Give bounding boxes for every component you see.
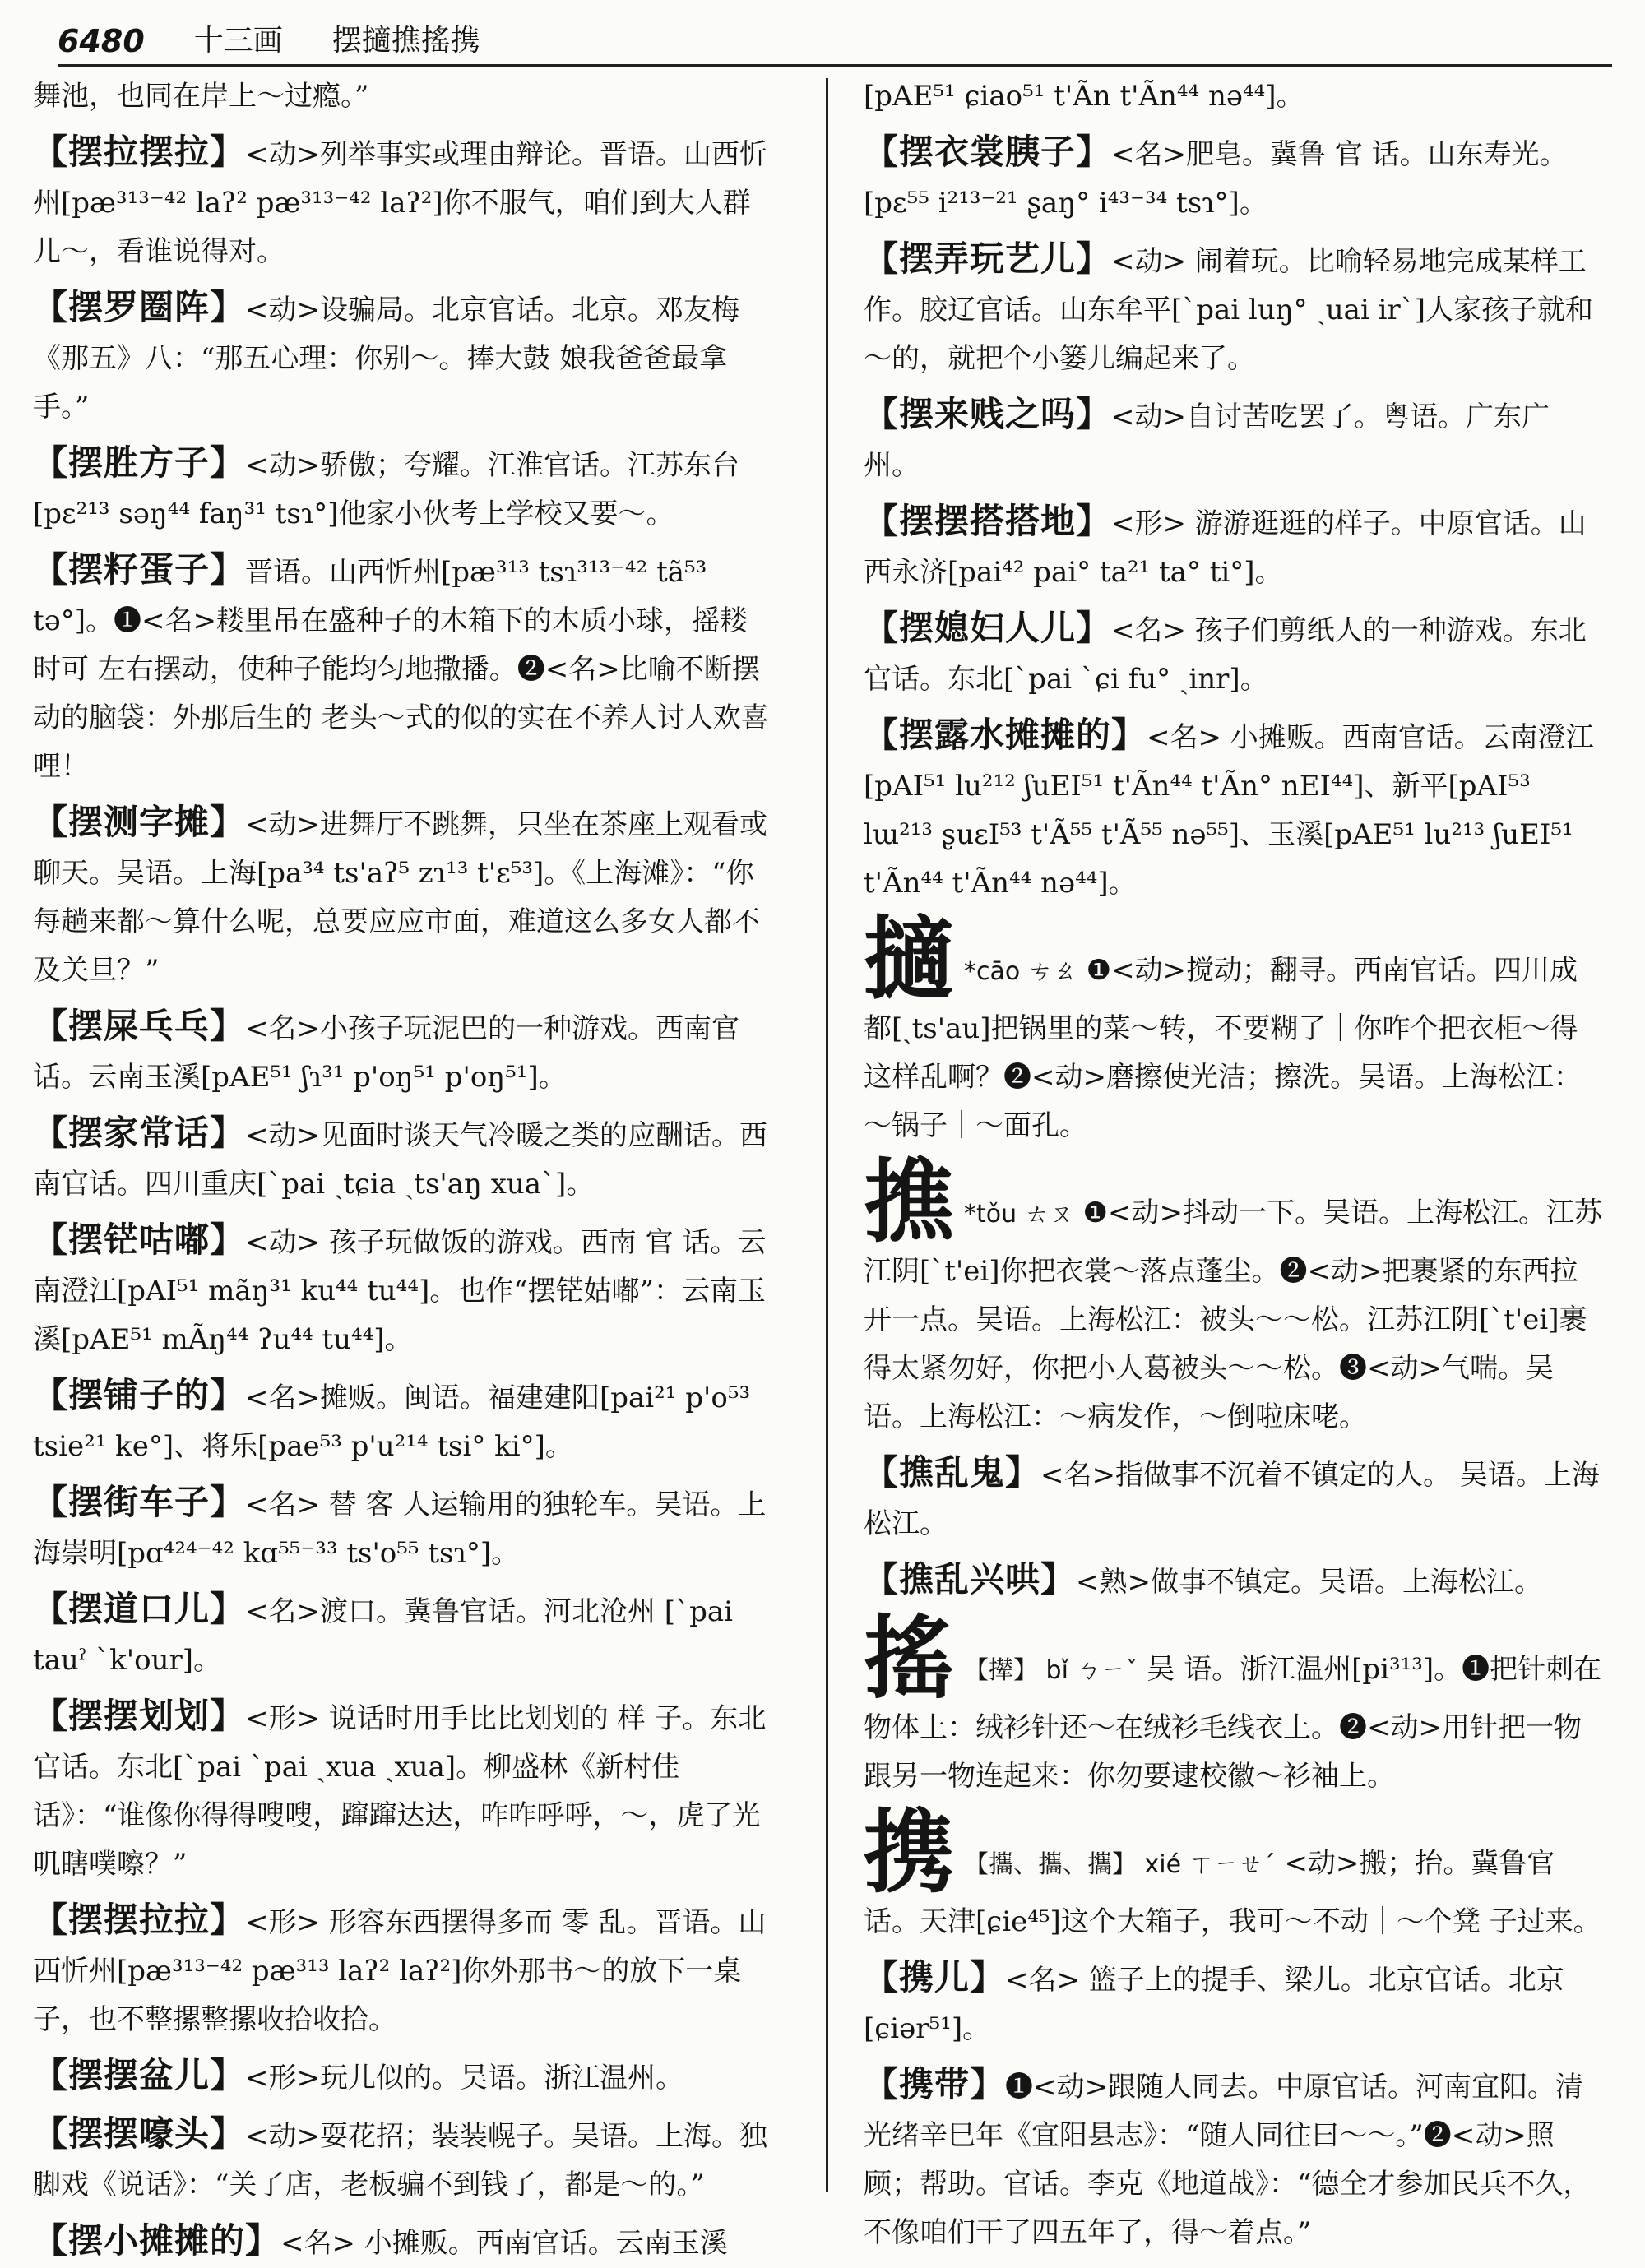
entry-headword: 【摆屎乓乓】 (33, 1006, 246, 1046)
entry-headword: 【摆小摊摊的】 (33, 2220, 281, 2261)
head-character: 擿 (864, 906, 954, 1012)
dictionary-entry (33, 1692, 773, 1889)
left-column (33, 72, 773, 2261)
entry-definition: ❶<动>搅动；翻寻。西南官话。四川成都[ˏts'au]把锅里的菜～转，不要糊了｜你咋个把衣柜～得这样乱啊？❷<动>磨擦使光洁；擦洗。吴语。上海松江：～锅子｜～面孔。 (864, 954, 1582, 1142)
entry-definition: <动>骄傲；夸耀。江淮官话。江苏东台[pɛ²¹³ səŋ⁴⁴ faŋ³¹ tsɿ°]他家小伙考上学校又要～。 (33, 449, 739, 530)
entry-definition: ❶<动>抖动一下。吴语。上海松江。江苏江阴[ˋt'ei]你把衣裳～落点蓬尘。❷<动>把裹紧的东西拉开一点。吴语。上海松江：被头～～松。江苏江阴[ˋt'ei]裹得太紧勿好，你把小人葛被头～～松。❸<动>气喘。吴语。上海松江：～病发作，～倒啦床咾。 (864, 1196, 1602, 1433)
entry-definition: <形> 游游逛逛的样子。中原官话。山西永济[pai⁴² pai° ta²¹ ta° ti°]。 (864, 507, 1587, 589)
entry-definition: <动> 闹着玩。比喻轻易地完成某样工作。胶辽官话。山东牟平[ˋpai luŋ° ˏuai irˋ]人家孩子就和～的，就把个小篓儿编起来了。 (864, 245, 1594, 375)
character-entry (864, 1149, 1604, 1442)
entry-definition: <形> 说话时用手比比划划的 样 子。东北官话。东北[ˋpai ˋpai ˏxua ˏxua]。柳盛林《新村佳话》：“谁像你得得嗖嗖，蹿蹿达达，咋咋呼呼，～，虎了光叽瞎噗嚓？” (33, 1702, 767, 1881)
entry-headword: 【摆来贱之吗】 (864, 394, 1112, 434)
dictionary-entry (33, 283, 773, 432)
entry-definition: <名>肥皂。冀鲁 官 话。山东寿光。[pɛ⁵⁵ i²¹³⁻²¹ ʂaŋ° i⁴³⁻³⁴ tsɿ°]。 (864, 138, 1568, 220)
dictionary-entry (33, 2051, 773, 2103)
entry-definition: <动>自讨苦吃罢了。粤语。广东广州。 (864, 400, 1550, 482)
entry-definition: <形>玩儿似的。吴语。浙江温州。 (245, 2062, 683, 2094)
entry-headword: 【摆摆拉拉】 (33, 1900, 246, 1940)
entry-definition: <名> 小摊贩。西南官话。云南玉溪 (280, 2227, 728, 2260)
entry-headword: 【摆衣裳胰子】 (864, 132, 1112, 172)
dictionary-entry (33, 1002, 773, 1102)
dictionary-entry (33, 438, 773, 539)
dictionary-entry (33, 2109, 773, 2210)
entry-definition: <名>小孩子玩泥巴的一种游戏。西南官话。云南玉溪[pAE⁵¹ ʃɿ³¹ p'oŋ⁵¹ p'oŋ⁵¹]。 (33, 1012, 739, 1094)
entry-definition: <名>指做事不沉着不镇定的人。 吴语。上海松江。 (864, 1459, 1600, 1540)
entry-definition: <名>摊贩。闽语。福建建阳[pai²¹ p'o⁵³ tsie²¹ ke°]、将乐[pae⁵³ p'u²¹⁴ tsi° ki°]。 (33, 1382, 751, 1463)
dictionary-entry (864, 1555, 1604, 1607)
entry-definition: <动>搬；抬。冀鲁官话。天津[ɕie⁴⁵]这个大箱子，我可～不动｜～个凳 子过来。 (864, 1847, 1601, 1938)
character-pronunciation: *cāo ㄘㄠ (964, 957, 1077, 986)
dictionary-entry (864, 604, 1604, 704)
entry-definition: <名> 小摊贩。西南官话。云南澄江[pAI⁵¹ lu²¹² ʃuEI⁵¹ t'Ãn⁴⁴ t'Ãn° nEI⁴⁴]、新平[pAI⁵³ lɯ²¹³ ʂuɛI⁵³ t'Ã⁵⁵ t'Ã⁵⁵ nə⁵⁵]、玉溪[pAE⁵¹ lu²¹³ ʃuEI⁵¹ t'Ãn⁴⁴ t'Ãn⁴⁴ nə⁴⁴]。 (864, 721, 1594, 900)
dictionary-entry (33, 545, 773, 791)
dictionary-entry (864, 497, 1604, 597)
running-headwords: 摆擿撨搖携 (331, 24, 480, 58)
dictionary-entry (33, 1109, 773, 1209)
entry-definition: <动> 孩子玩做饭的游戏。西南 官 话。云南澄江[pAI⁵¹ mãŋ³¹ ku⁴⁴ tu⁴⁴]。也作“摆铓姑嘟”：云南玉溪[pAE⁵¹ mÃŋ⁴⁴ ʔu⁴⁴ tu⁴⁴]。 (33, 1226, 767, 1356)
entry-headword: 【摆弄玩艺儿】 (864, 238, 1112, 279)
entry-headword: 【摆籽蛋子】 (33, 549, 246, 590)
entry-headword: 【摆铓咕嘟】 (33, 1220, 246, 1260)
dictionary-entry (864, 1953, 1604, 2053)
character-entry (864, 906, 1604, 1150)
entry-headword: 【摆罗圈阵】 (33, 287, 246, 327)
dictionary-entry (864, 390, 1604, 490)
entry-headword: 【摆街车子】 (33, 1482, 246, 1522)
entry-definition: <名> 孩子们剪纸人的一种游戏。东北官话。东北[ˋpai ˋɕi fu° ˏinr]。 (864, 614, 1587, 696)
entry-headword: 【摆铺子的】 (33, 1375, 246, 1415)
dictionary-entry (33, 2216, 773, 2268)
entry-headword: 【摆测字摊】 (33, 802, 246, 842)
entry-headword: 【摆胜方子】 (33, 442, 246, 483)
dictionary-entry (864, 710, 1604, 908)
entry-definition: 吴 语。浙江温州[pi³¹³]。❶把针刺在物体上：绒衫针还～在绒衫毛线衣上。❷<动>用针把一物跟另一物连起来：你勿要逮校徽～衫袖上。 (864, 1653, 1602, 1793)
entry-definition: <名> 篮子上的提手、梁儿。北京官话。北京[ɕiər⁵¹]。 (864, 1964, 1564, 2045)
entry-definition: <动>耍花招；装装幌子。吴语。上海。独脚戏《说话》：“关了店，老板骗不到钱了，都是～的。” (33, 2120, 767, 2201)
continuation-text: 舞池，也同在岸上～过瘾。” (33, 80, 369, 113)
entry-headword: 【撨乱鬼】 (864, 1452, 1041, 1493)
dictionary-entry (864, 2060, 1604, 2257)
entry-headword: 【摆摆盆儿】 (33, 2055, 246, 2095)
dictionary-entry (33, 1371, 773, 1471)
entry-definition: <名> 替 客 人运输用的独轮车。吴语。上海崇明[pɑ⁴²⁴⁻⁴² kɑ⁵⁵⁻³³ ts'o⁵⁵ tsɿ°]。 (33, 1488, 767, 1570)
head-character: 携 (864, 1799, 954, 1905)
page-header (58, 18, 1612, 67)
dictionary-entry (33, 798, 773, 995)
character-entry (864, 1799, 1604, 1946)
entry-headword: 【摆摆划划】 (33, 1696, 246, 1736)
entry-headword: 【携带】 (864, 2064, 1006, 2104)
entry-definition: <形> 形容东西摆得多而 零 乱。晋语。山西忻州[pæ³¹³⁻⁴² pæ³¹³ laʔ² laʔ²]你外那书～的放下一桌子，也不整摞整摞收拾收拾。 (33, 1906, 767, 2036)
character-pronunciation: *tǒu ㄊㄡ (964, 1200, 1074, 1229)
entry-headword: 【摆道口儿】 (33, 1589, 246, 1629)
entry-headword: 【携儿】 (864, 1957, 1006, 1997)
entry-definition: <动>进舞厅不跳舞，只坐在茶座上观看或聊天。吴语。上海[pa³⁴ ts'aʔ⁵ zɿ¹³ t'ɛ⁵³]。《上海滩》：“你每趟来都～算什么呢，总要应应市面，难道这么多女人都不及关旦？” (33, 808, 767, 987)
entry-definition: <动>列举事实或理由辩论。晋语。山西忻州[pæ³¹³⁻⁴² laʔ² pæ³¹³⁻⁴² laʔ²]你不服气，咱们到大人群儿～，看谁说得对。 (33, 138, 767, 268)
entry-definition: ❶<动>跟随人同去。中原官话。河南宜阳。清光绪辛巳年《宜阳县志》：“随人同往曰～～。”❷<动>照顾；帮助。官话。李克《地道战》：“德全才参加民兵不久，不像咱们干了四五年了，得～着点。” (864, 2071, 1592, 2249)
head-character: 搖 (864, 1605, 954, 1711)
entry-definition: <动>见面时谈天气冷暖之类的应酬话。西南官话。四川重庆[ˋpai ˏtɕia ˏts'aŋ xuaˋ]。 (33, 1119, 767, 1201)
entry-headword: 【摆摆搭搭地】 (864, 501, 1112, 541)
dictionary-entry (33, 1478, 773, 1578)
character-pronunciation: 【攜、攜、攜】 xié ㄒㄧㄝˊ (964, 1850, 1276, 1879)
page-number: 6480 (58, 23, 145, 59)
entry-headword: 【摆家常话】 (33, 1113, 246, 1153)
character-pronunciation: 【撵】 bǐ ㄅㄧˇ (964, 1656, 1138, 1685)
dictionary-entry (864, 1448, 1604, 1548)
dictionary-entry (33, 127, 773, 276)
entry-headword: 【撨乱兴哄】 (864, 1559, 1077, 1599)
head-character: 撨 (864, 1149, 954, 1255)
dictionary-entry (864, 127, 1604, 228)
dictionary-entry (33, 1895, 773, 2044)
entry-definition: 晋语。山西忻州[pæ³¹³ tsɿ³¹³⁻⁴² tã⁵³ tə°]。❶<名>耧里吊在盛种子的木箱下的木质小球，摇耧时可 左右摆动，使种子能均匀地撒播。❷<名>比喻不断摆动的脑袋：外那后生的 老头～式的似的实在不养人讨人欢喜哩！ (33, 556, 769, 783)
right-column (864, 72, 1604, 2249)
entry-definition: <名>渡口。冀鲁官话。河北沧州 [ˋpai tauˀ ˋk'our]。 (33, 1595, 733, 1677)
dictionary-entry (864, 234, 1604, 383)
column-divider (826, 78, 828, 2192)
entry-headword: 【摆露水摊摊的】 (864, 715, 1147, 755)
continuation-text: [pAE⁵¹ ɕiao⁵¹ t'Ãn t'Ãn⁴⁴ nə⁴⁴]。 (864, 80, 1304, 113)
entry-definition: <熟>做事不镇定。吴语。上海松江。 (1076, 1566, 1542, 1599)
dictionary-entry (33, 1585, 773, 1685)
entry-definition: <动>设骗局。北京官话。北京。邓友梅《那五》八：“那五心理：你别～。捧大鼓 娘我爸爸最拿手。” (33, 294, 739, 424)
character-entry (864, 1605, 1604, 1801)
entry-headword: 【摆摆嚎头】 (33, 2113, 246, 2154)
dictionary-entry (33, 1215, 773, 1364)
entry-headword: 【摆拉摆拉】 (33, 132, 246, 172)
entry-headword: 【摆媳妇人儿】 (864, 608, 1112, 648)
stroke-section: 十三画 (193, 24, 283, 58)
